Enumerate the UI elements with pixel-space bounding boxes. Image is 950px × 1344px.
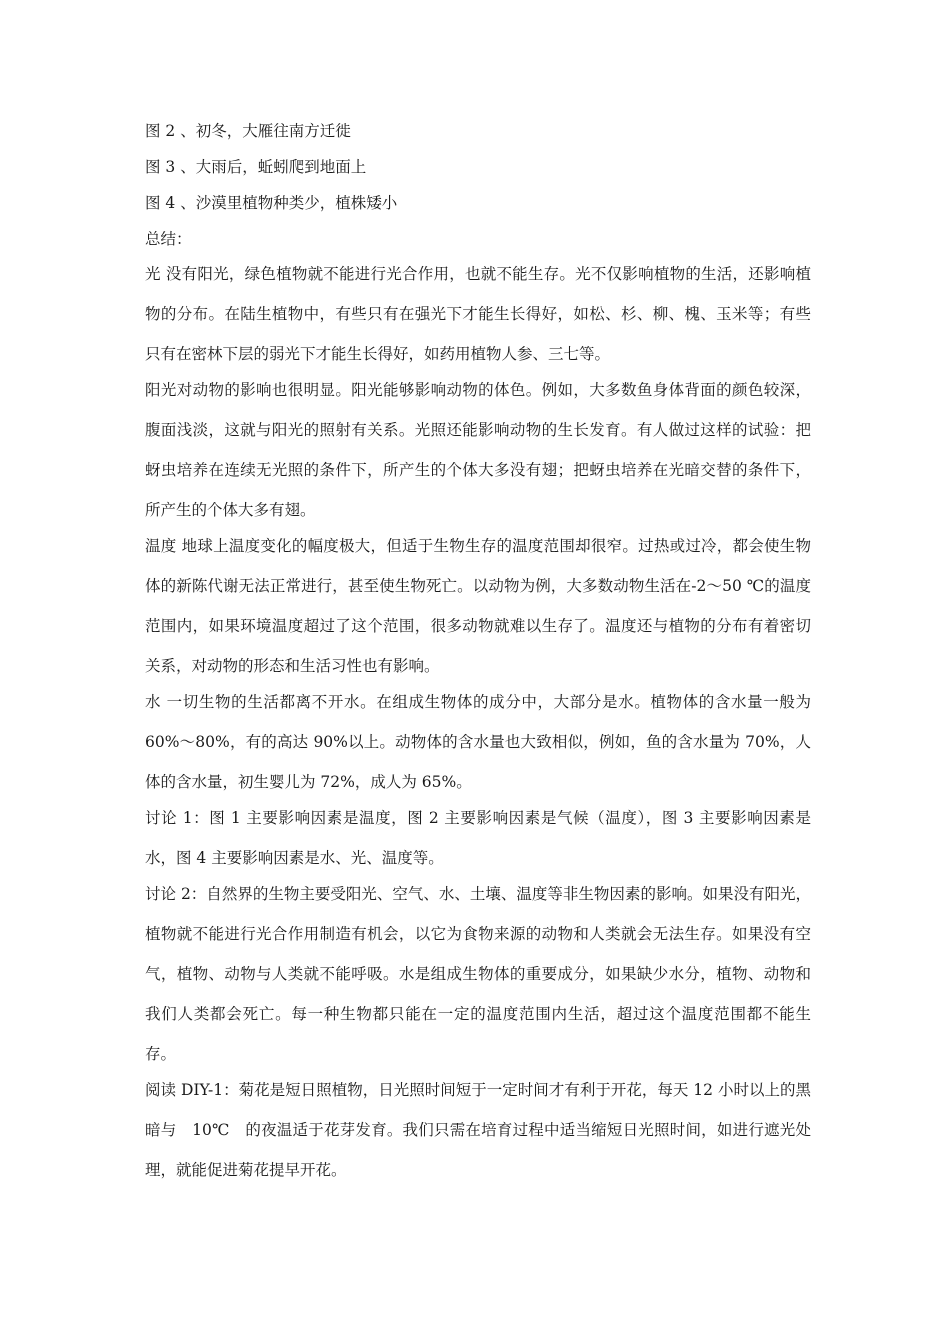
paragraph-light-plants: 光 没有阳光，绿色植物就不能进行光合作用，也就不能生存。光不仅影响植物的生活，还影响植物的分布。在陆生植物中，有些只有在强光下才能生长得好，如松、杉、柳、槐、玉米等；有些只有在密林下层的弱光下才能生长得好，如药用植物人参、三七等。 bbox=[145, 265, 811, 363]
paragraph-reading-diy-1: 阅读 DIY-1：菊花是短日照植物，日光照时间短于一定时间才有利于开花，每天 12 小时以上的黑暗与 10℃ 的夜温适于花芽发育。我们只需在培育过程中适当缩短日光照时间，如进行遮光处理，就能促进菊花提早开花。 bbox=[145, 1081, 811, 1179]
paragraph-light-animals: 阳光对动物的影响也很明显。阳光能够影响动物的体色。例如，大多数鱼身体背面的颜色较深，腹面浅淡，这就与阳光的照射有关系。光照还能影响动物的生长发育。有人做过这样的试验：把蚜虫培养在连续无光照的条件下，所产生的个体大多没有翅；把蚜虫培养在光暗交替的条件下，所产生的个体大多有翅。 bbox=[145, 381, 811, 519]
document-body bbox=[145, 120, 811, 1186]
paragraph-discussion-1: 讨论 1：图 1 主要影响因素是温度，图 2 主要影响因素是气候（温度），图 3 主要影响因素是水，图 4 主要影响因素是水、光、温度等。 bbox=[145, 809, 811, 867]
paragraph-discussion-2: 讨论 2：自然界的生物主要受阳光、空气、水、土壤、温度等非生物因素的影响。如果没有阳光，植物就不能进行光合作用制造有机会，以它为食物来源的动物和人类就会无法生存。如果没有空气，植物、动物与人类就不能呼吸。水是组成生物体的重要成分，如果缺少水分，植物、动物和我们人类都会死亡。每一种生物都只能在一定的温度范围内生活，超过这个温度范围都不能生存。 bbox=[145, 885, 811, 1063]
paragraph-temperature: 温度 地球上温度变化的幅度极大，但适于生物生存的温度范围却很窄。过热或过冷，都会使生物体的新陈代谢无法正常进行，甚至使生物死亡。以动物为例，大多数动物生活在-2～50 ℃的温度范围内，如果环境温度超过了这个范围，很多动物就难以生存了。温度还与植物的分布有着密切关系，对动物的形态和生活习性也有影响。 bbox=[145, 537, 811, 675]
figure-caption-3: 图 3 、大雨后，蚯蚓爬到地面上 bbox=[145, 158, 367, 176]
summary-heading: 总结： bbox=[145, 230, 192, 248]
figure-caption-4: 图 4 、沙漠里植物种类少，植株矮小 bbox=[145, 194, 398, 212]
paragraph-water: 水 一切生物的生活都离不开水。在组成生物体的成分中，大部分是水。植物体的含水量一般为 60%～80%，有的高达 90%以上。动物体的含水量也大致相似，例如，鱼的含水量为 70%，人体的含水量，初生婴儿为 72%，成人为 65%。 bbox=[145, 693, 811, 791]
figure-caption-2: 图 2 、初冬，大雁往南方迁徙 bbox=[145, 122, 351, 140]
